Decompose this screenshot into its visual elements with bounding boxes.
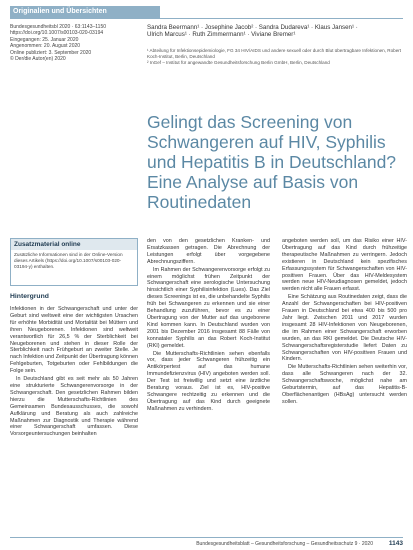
footer-divider [10, 537, 403, 538]
author-list [147, 24, 407, 39]
meta-received: Eingegangen: 25. Januar 2020 [10, 36, 79, 43]
supplement-box-heading: Zusatzmaterial online [11, 239, 137, 250]
text-column-1 [10, 306, 138, 536]
supplement-box [10, 238, 138, 286]
paragraph: Infektionen in der Schwangerschaft und unter der Geburt sind weltweit eine der wichtigsten Ursachen für erhöhte Morbidität und Mortalität bei Müttern und ihren Neugeborenen. Infektionen sind weltweit verantwortlich für 26,5 % der Sterblichkeit bei Neugeborenen und stehen in dieser Rolle der Sterblichkeit nach Frühgeburt an zweiter Stelle. Je nach Infektion und Zeitpunkt der Übertragung können Fehlgeburten, Totgeburten oder Fehlbildungen die Folge sein. [10, 306, 138, 375]
affiliation: ² InGef – Institut für angewandte Gesundheitsforschung Berlin GmbH, Berlin, Deutschland [147, 59, 330, 65]
page-footer [10, 539, 403, 549]
paragraph: den von den gesetzlichen Kranken- und Ersatzkassen getragen. Die Abrechnung der Leistungen erfolgt über vorgegebene Abrechnungsziffern. [147, 238, 270, 265]
paragraph: Die Mutterschafts-Richtlinien sehen weiterhin vor, dass alle Schwangeren nach der 32. Schwangerschaftswoche, möglichst nahe am Geburtstermin, auf das Hepatitis-B-Oberflächenantigen (HBsAg) untersucht werden sollen. [282, 364, 407, 405]
meta-accepted: Angenommen: 20. August 2020 [10, 43, 81, 50]
text-column-3 [282, 238, 407, 536]
section-tag: Originalien und Übersichten [10, 6, 160, 18]
supplement-box-text[interactable]: Zusätzliche Informationen sind in der Online-Version dieses Artikels (https://doi.org/10.1007/s00103-020-03194-y) enthalten. [14, 252, 123, 269]
article-meta [10, 24, 140, 62]
meta-published: Online publiziert: 3. September 2020 [10, 49, 92, 56]
author-line: Sandra Beermann¹ · Josephine Jacob² · Sandra Dudareva¹ · Klaus Jansen¹ · [147, 24, 358, 31]
affiliation: ¹ Abteilung für Infektionsepidemiologie, FG 34 HIV/AIDS und andere sexuell oder durch Blut übertragbare Infektionen, Robert Koch-Institut, Berlin, Deutschland [147, 48, 402, 59]
paragraph: Die Mutterschafts-Richtlinien sehen ebenfalls vor, dass jeder Schwangeren frühzeitig ein Antikörpertest auf das humane Immundefizienzvirus (HIV) angeboten werden soll. Der Test ist freiwillig und setzt eine ärztliche Beratung voraus. Ziel ist es, HIV-positive Schwangere rechtzeitig zu erkennen und die Übertragung auf das Kind durch geeignete Maßnahmen zu verhindern. [147, 350, 270, 412]
paragraph: Eine Schätzung aus Routinedaten zeigt, dass die Anzahl der Schwangerschaften bei HIV-positiven Frauen in Deutschland bei etwa 400 bis 500 pro Jahr liegt. Zwischen 2011 und 2017 wurden insgesamt 28 HIV-Infektionen von Neugeborenen, die im Rahmen einer Schwangerschaft erworben wurden, an das RKI gemeldet. Die Deutsche HIV-Schwangerschaftsregisterstudie liefert Daten zu Schwangerschaften von HIV-positiven Frauen und Kindern. [282, 294, 407, 363]
paragraph: In Deutschland gibt es seit mehr als 50 Jahren eine strukturierte Schwangerenvorsorge in der Schwangerschaft. Den gesetzlichen Rahmen bilden hierzu die Mutterschafts-Richtlinien des Gemeinsamen Bundesausschusses, die sowohl Aufklärung und Beratung als auch zahlreiche Maßnahmen zur Diagnostik und Therapie während einer Schwangerschaft umfassen. Diese Vorsorgeuntersuchungen beinhalten [10, 376, 138, 438]
text-column-2 [147, 238, 270, 536]
paragraph: angeboten werden soll, um das Risiko einer HIV-Übertragung auf das Kind durch frühzeitige therapeutische Maßnahmen zu verringern. Jedoch existieren in Deutschland kein spezifisches Erfassungssystem für Schwangerschaften von HIV-positiven Frauen. Über das HIV-Meldesystem werden neue HIV-Neudiagnosen gemeldet, jedoch werden nicht alle Frauen erfasst. [282, 238, 407, 293]
footer-journal: Bundesgesundheitsblatt – Gesundheitsforschung – Gesundheitsschutz 9 · 2020 [196, 541, 373, 547]
meta-citation: Bundesgesundheitsbl 2020 · 63:1143–1150 [10, 24, 107, 30]
affiliations [147, 48, 407, 65]
author-line: Ulrich Marcus¹ · Ruth Zimmermann¹ · Viviane Bremer¹ [147, 31, 296, 39]
meta-copyright: © Der/die Autor(en) 2020 [10, 56, 66, 63]
meta-doi-link[interactable]: https://doi.org/10.1007/s00103-020-03194 [10, 30, 104, 37]
section-heading: Hintergrund [10, 293, 49, 300]
header-divider [10, 18, 403, 19]
page-number: 1143 [388, 540, 403, 547]
paragraph: Im Rahmen der Schwangerenvorsorge erfolgt zu einem möglichst frühen Zeitpunkt der Schwangerschaft eine serologische Untersuchung hinsichtlich einer Syphilisinfektion (Lues). Das Ziel dieses Screenings ist es, die unbehandelte Syphilis früh bei Schwangeren zu erkennen und sie einer Behandlung zuzuführen, bevor es zu einer Übertragung von der Mutter auf das ungeborene Kind kommen kann. In Deutschland wurden von 2001 bis Dezember 2016 insgesamt 88 Fälle von konnataler Syphilis an das Robert Koch-Institut (RKI) gemeldet. [147, 266, 270, 349]
article-title: Gelingt das Screening von Schwangeren auf HIV, Syphilis und Hepatitis B in Deutschland? Eine Analyse auf Basis von Routinedaten [147, 112, 397, 212]
